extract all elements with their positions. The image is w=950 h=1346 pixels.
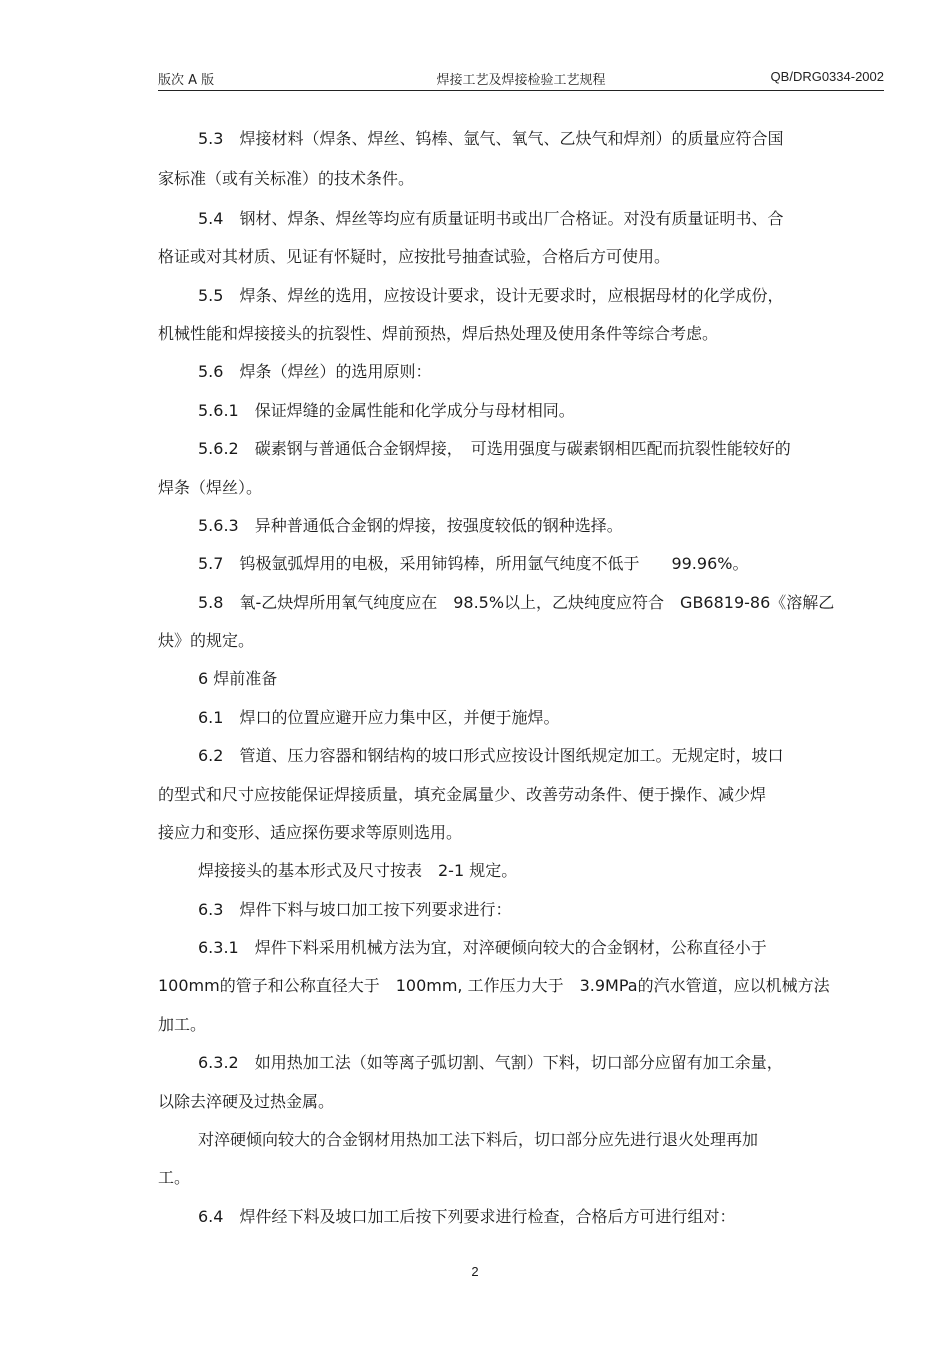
line-6-4: 6.4 焊件经下料及坡口加工后按下列要求进行检查，合格后方可进行组对： [198,1207,736,1226]
line-6-3-1-a: 6.3.1 焊件下料采用机械方法为宜，对淬硬倾向较大的合金钢材，公称直径小于 [198,938,767,957]
line-6-3-1-b: 100mm的管子和公称直径大于 100mm, 工作压力大于 3.9MPa的汽水管道，应以机械方法 [158,976,830,995]
header-doc-number: QB/DRG0334-2002 [770,69,884,84]
line-anneal-b: 工。 [158,1168,191,1187]
line-5-6-2-b: 焊条（焊丝）。 [158,478,263,497]
line-5-6: 5.6 焊条（焊丝）的选用原则： [198,362,432,381]
line-5-5-a: 5.5 焊条、焊丝的选用，应按设计要求，设计无要求时，应根据母材的化学成份， [198,286,784,305]
header-title: 焊接工艺及焊接检验工艺规程 [436,73,606,88]
line-5-8-b: 炔》的规定。 [158,631,255,650]
line-5-7: 5.7 钨极氩弧焊用的电极，采用铈钨棒，所用氩气纯度不低于 99.96%。 [198,554,749,573]
line-6-2-a: 6.2 管道、压力容器和钢结构的坡口形式应按设计图纸规定加工。无规定时，坡口 [198,746,784,765]
header-edition: 版次 A 版 [158,73,215,88]
line-6-3: 6.3 焊件下料与坡口加工按下列要求进行： [198,900,512,919]
line-6-3-1-c: 加工。 [158,1015,207,1034]
line-5-5-b: 机械性能和焊接接头的抗裂性、焊前预热，焊后热处理及使用条件等综合考虑。 [158,324,719,343]
line-5-4-b: 格证或对其材质、见证有怀疑时，应按批号抽查试验，合格后方可使用。 [158,247,671,266]
line-6-1: 6.1 焊口的位置应避开应力集中区，并便于施焊。 [198,708,560,727]
page-header [158,66,884,91]
line-5-6-1: 5.6.1 保证焊缝的金属性能和化学成分与母材相同。 [198,401,575,420]
line-5-8-a: 5.8 氧-乙炔焊所用氧气纯度应在 98.5%以上，乙炔纯度应符合 GB6819-86《溶解乙 [198,593,835,612]
line-table-ref: 焊接接头的基本形式及尺寸按表 2-1 规定。 [198,861,518,880]
section-6-heading: 6 焊前准备 [198,669,278,688]
line-6-2-c: 接应力和变形、适应探伤要求等原则选用。 [158,823,463,842]
line-6-3-2-a: 6.3.2 如用热加工法（如等离子弧切割、气割）下料，切口部分应留有加工余量， [198,1053,783,1072]
line-anneal-a: 对淬硬倾向较大的合金钢材用热加工法下料后，切口部分应先进行退火处理再加 [198,1130,759,1149]
line-5-3-a: 5.3 焊接材料（焊条、焊丝、钨棒、氩气、氧气、乙炔气和焊剂）的质量应符合国 [198,129,784,148]
page-number: 2 [471,1264,479,1279]
line-5-3-b: 家标准（或有关标准）的技术条件。 [158,169,415,188]
line-6-2-b: 的型式和尺寸应按能保证焊接质量，填充金属量少、改善劳动条件、便于操作、减少焊 [158,785,767,804]
line-5-6-2-a: 5.6.2 碳素钢与普通低合金钢焊接， 可选用强度与碳素钢相匹配而抗裂性能较好的 [198,439,791,458]
line-6-3-2-b: 以除去淬硬及过热金属。 [158,1092,335,1111]
line-5-4-a: 5.4 钢材、焊条、焊丝等均应有质量证明书或出厂合格证。对没有质量证明书、合 [198,209,784,228]
line-5-6-3: 5.6.3 异种普通低合金钢的焊接，按强度较低的钢种选择。 [198,516,623,535]
